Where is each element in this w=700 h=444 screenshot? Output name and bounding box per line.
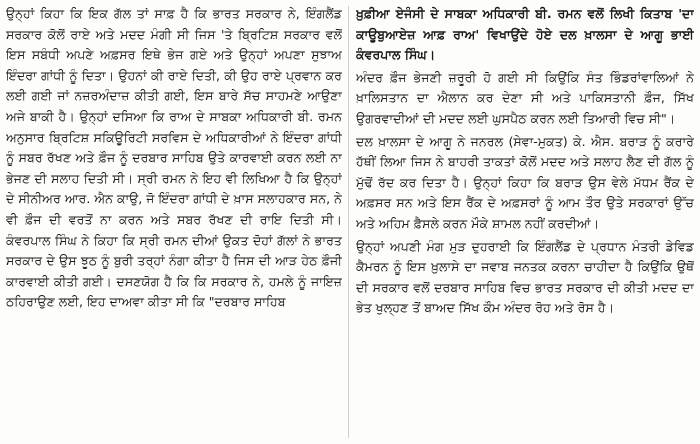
photo-caption-lead: ਖ਼ੁਫ਼ੀਆ ਏਜੰਸੀ ਦੇ ਸਾਬਕਾ ਅਧਿਕਾਰੀ ਬੀ. ਰਮਨ ਵਲੋਂ ਲਿਖੀ ਕਿਤਾਬ 'ਦਾ ਕਾਊਬੁਆਏਜ਼ ਆਫ਼ ਰਾਅ' ਵਿਖਾਉਂਦੇ ਹੋਏ ਦਲ ਖ਼ਾਲਸਾ ਦੇ ਆਗੂ ਭਾਈ ਕੰਵਰਪਾਲ ਸਿੰਘ।	[356, 6, 694, 63]
right-paragraph-3: ਉਨ੍ਹਾਂ ਅਪਣੀ ਮੰਗ ਮੁੜ ਦੁਹਰਾਈ ਕਿ ਇੰਗਲੈਂਡ ਦੇ ਪ੍ਰਧਾਨ ਮੰਤਰੀ ਡੇਵਿਡ ਕੈਮਰਨ ਨੂੰ ਇਸ ਖ਼ੁਲਾਸੇ ਦਾ ਜਵਾਬ ਜਨਤਕ ਕਰਨਾ ਚਾਹੀਦਾ ਹੈ ਕਿਉਂਕਿ ਉਥੋਂ ਦੀ ਸਰਕਾਰ ਵਲੋਂ ਦਰਬਾਰ ਸਾਹਿਬ ਵਿਚ ਭਾਰਤ ਸਰਕਾਰ ਦੀ ਕੀਤੀ ਮਦਦ ਦਾ ਭੇਤ ਖੁਲ੍ਹਣ ਤੋਂ ਬਾਅਦ ਸਿੱਖ ਕੌਮ ਅੰਦਰ ਰੋਹ ਅਤੇ ਰੋਸ ਹੈ।	[356, 238, 694, 316]
right-paragraph-2: ਦਲ ਖ਼ਾਲਸਾ ਦੇ ਆਗੂ ਨੇ ਜਨਰਲ (ਸੇਵਾ-ਮੁਕਤ) ਕੇ. ਐਸ. ਬਰਾੜ ਨੂੰ ਕਰਾਰੇ ਹੱਥੀਂ ਲਿਆ ਜਿਸ ਨੇ ਬਾਹਰੀ ਤਾਕਤਾਂ ਕੋਲੋਂ ਮਦਦ ਅਤੇ ਸਲਾਹ ਲੈਣ ਦੀ ਗੱਲ ਨੂੰ ਮੁੱਢੋਂ ਰੱਦ ਕਰ ਦਿਤਾ ਹੈ। ਉਨ੍ਹਾਂ ਕਿਹਾ ਕਿ ਬਰਾੜ ਉਸ ਵੇਲੇ ਮੱਧਮ ਰੈਂਕ ਦੇ ਅਫ਼ਸਰ ਸਨ ਅਤੇ ਇਸ ਰੈਂਕ ਦੇ ਅਫ਼ਸਰਾਂ ਨੂੰ ਆਮ ਤੌਰ ਉਤੇ ਸਰਕਾਰਾਂ ਉੱਚ ਅਤੇ ਅਹਿਮ ਫ਼ੈਸਲੇ ਕਰਨ ਮੌਕੇ ਸ਼ਾਮਲ ਨਹੀਂ ਕਰਦੀਆਂ।	[356, 133, 694, 231]
left-paragraph-1: ਉਨ੍ਹਾਂ ਕਿਹਾ ਕਿ ਇਕ ਗੱਲ ਤਾਂ ਸਾਫ਼ ਹੈ ਕਿ ਭਾਰਤ ਸਰਕਾਰ ਨੇ, ਇੰਗਲੈਂਡ ਸਰਕਾਰ ਕੋਲੋਂ ਰਾਏ ਅਤੇ ਮਦਦ ਮੰਗੀ ਸੀ ਜਿਸ 'ਤੇ ਬ੍ਰਿਟਿਸ਼ ਸਰਕਾਰ ਵਲੋਂ ਇਸ ਸਬੰਧੀ ਅਪਣੇ ਅਫ਼ਸਰ ਇਥੇ ਭੇਜ ਗਏ ਅਤੇ ਉਨ੍ਹਾਂ ਅਪਣਾ ਸੁਝਾਅ ਇੰਦਰਾ ਗਾਂਧੀ ਨੂੰ ਦਿਤਾ। ਉਹਨਾਂ ਕੀ ਰਾਏ ਦਿਤੀ, ਕੀ ਉਹ ਰਾਏ ਪ੍ਰਵਾਨ ਕਰ ਲਈ ਗਈ ਜਾਂ ਨਜ਼ਰਅੰਦਾਜ਼ ਕੀਤੀ ਗਈ, ਇਸ ਬਾਰੇ ਸੱਚ ਸਾਹਮਣੇ ਆਉਣਾ ਅਜੇ ਬਾਕੀ ਹੈ। ਉਨ੍ਹਾਂ ਦਸਿਆ ਕਿ ਰਾਅ ਦੇ ਸਾਬਕਾ ਅਧਿਕਾਰੀ ਬੀ. ਰਮਨ ਅਨੁਸਾਰ ਬ੍ਰਿਟਿਸ਼ ਸਕਿਊਰਿਟੀ ਸਰਵਿਸ ਦੇ ਅਧਿਕਾਰੀਆਂ ਨੇ ਇੰਦਰਾ ਗਾਂਧੀ ਨੂੰ ਸਬਰ ਰੱਖਣ ਅਤੇ ਫ਼ੌਜ ਨੂੰ ਦਰਬਾਰ ਸਾਹਿਬ ਉਤੇ ਕਾਰਵਾਈ ਕਰਨ ਲਈ ਨਾ ਭੇਜਣ ਦੀ ਸਲਾਹ ਦਿਤੀ ਸੀ। ਸ੍ਰੀ ਰਮਨ ਨੇ ਇਹ ਵੀ ਲਿਖਿਆ ਹੈ ਕਿ ਉਨ੍ਹਾਂ ਦੇ ਸੀਨੀਅਰ ਆਰ. ਐਨ ਕਾਉ, ਜੋ ਇੰਦਰਾ ਗਾਂਧੀ ਦੇ ਖ਼ਾਸ ਸਲਾਹਕਾਰ ਸਨ, ਨੇ ਵੀ ਫ਼ੌਜ ਦੀ ਵਰਤੋਂ ਨਾ ਕਰਨ ਅਤੇ ਸਬਰ ਰੱਖਣ ਦੀ ਰਾਇ ਦਿਤੀ ਸੀ। ਕੰਵਰਪਾਲ ਸਿੰਘ ਨੇ ਕਿਹਾ ਕਿ ਸ੍ਰੀ ਰਮਨ ਦੀਆਂ ਉਕਤ ਦੋਹਾਂ ਗੱਲਾਂ ਨੇ ਭਾਰਤ ਸਰਕਾਰ ਦੇ ਉਸ ਝੂਠ ਨੂੰ ਬੁਰੀ ਤਰ੍ਹਾਂ ਨੰਗਾ ਕੀਤਾ ਹੈ ਜਿਸ ਦੀ ਆੜ ਹੇਠ ਫ਼ੌਜੀ ਕਾਰਵਾਈ ਕੀਤੀ ਗਈ। ਦਸਣਯੋਗ ਹੈ ਕਿ ਕਿ ਸਰਕਾਰ ਨੇ, ਹਮਲੇ ਨੂੰ ਜਾਇਜ਼ ਠਹਿਰਾਉਣ ਲਈ, ਇਹ ਦਾਅਵਾ ਕੀਤਾ ਸੀ ਕਿ "ਦਰਬਾਰ ਸਾਹਿਬ	[6, 6, 342, 310]
column-divider	[348, 6, 349, 438]
left-column	[6, 4, 342, 313]
right-paragraph-1: ਅੰਦਰ ਫ਼ੌਜ ਭੇਜਣੀ ਜ਼ਰੂਰੀ ਹੋ ਗਈ ਸੀ ਕਿਉਂਕਿ ਸੰਤ ਭਿੰਡਰਾਂਵਾਲਿਆਂ ਨੇ ਖ਼ਾਲਿਸਤਾਨ ਦਾ ਐਲਾਨ ਕਰ ਦੇਣਾ ਸੀ ਅਤੇ ਪਾਕਿਸਤਾਨੀ ਫ਼ੌਜ, ਸਿੱਖ ਉਗਰਵਾਦੀਆਂ ਦੀ ਮਦਦ ਲਈ ਘੁਸਪੈਠ ਕਰਨ ਲਈ ਤਿਆਰੀ ਵਿਚ ਸੀ"।	[356, 69, 694, 126]
right-column	[356, 4, 694, 319]
